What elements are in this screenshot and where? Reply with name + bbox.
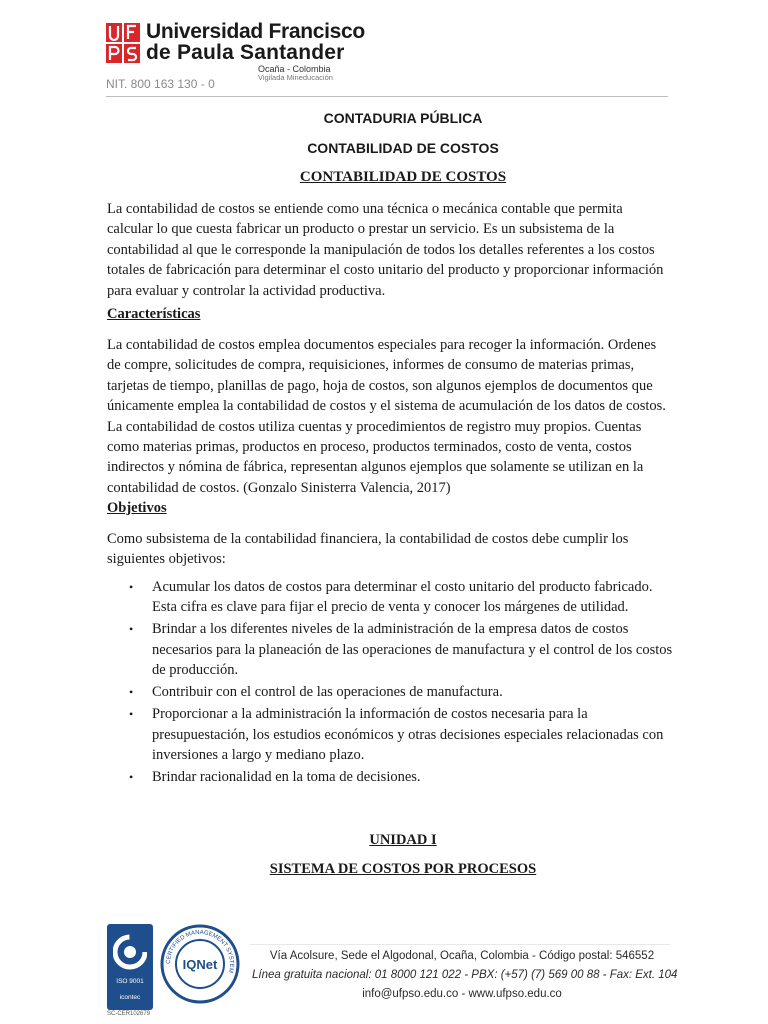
objectives-heading: Objetivos	[107, 500, 167, 516]
unit-heading: UNIDAD I	[369, 832, 437, 848]
objective-text: Contribuir con el control de las operaciones de manufactura.	[152, 684, 503, 701]
objective-text: Proporcionar a la administración la información de costos necesaria para la presupuestación, los estudios económicos y otras decisiones especiales relacionadas con inversiones a largo y mediano plazo.	[152, 706, 664, 764]
objective-text: Brindar racionalidad en la toma de decisiones.	[152, 769, 421, 786]
list-item	[107, 577, 673, 618]
characteristics-heading: Características	[107, 306, 201, 322]
certificate-code: SC-CER102679	[107, 1011, 151, 1017]
university-logo-icon	[106, 23, 140, 63]
bullet-icon: •	[129, 622, 134, 637]
icontec-swirl-icon	[113, 932, 147, 972]
iqnet-ring-text: CERTIFIED MANAGEMENT SYSTEM	[165, 929, 235, 974]
university-name-line-2: de Paula Santander	[146, 41, 345, 64]
topic-title: CONTABILIDAD DE COSTOS	[299, 169, 507, 185]
bullet-icon: •	[129, 580, 134, 594]
list-item	[107, 704, 673, 765]
objective-text: Brindar a los diferentes niveles de la administración de la empresa datos de costos necesarios para la planeación de las operaciones de manufactura y el control de los costos de producción.	[152, 621, 673, 679]
course-title: CONTABILIDAD DE COSTOS	[307, 140, 499, 156]
footer-phones: Línea gratuita nacional: 01 8000 121 022 - PBX: (+57) (7) 569 00 88 - Fax: Ext. 104	[252, 969, 678, 981]
university-city: Ocaña - Colombia	[258, 64, 331, 74]
list-item	[107, 619, 673, 680]
nit-number: NIT. 800 163 130 - 0	[106, 77, 215, 91]
iso-label: ISO 9001	[116, 978, 144, 985]
footer-address: Vía Acolsure, Sede el Algodonal, Ocaña, Colombia - Código postal: 546552	[269, 950, 655, 962]
bullet-icon: •	[129, 685, 134, 700]
icontec-label: icontec	[119, 994, 141, 1001]
university-name-line-1: Universidad Francisco	[146, 20, 365, 43]
header-divider	[106, 96, 668, 97]
footer-divider	[250, 944, 670, 945]
list-item	[107, 767, 673, 787]
objectives-intro: Como subsistema de la contabilidad financiera, la contabilidad de costos debe cumplir los siguientes objetivos:	[107, 531, 629, 568]
iqnet-label: IQNet	[182, 957, 218, 972]
footer-contact: info@ufpso.edu.co - www.ufpso.edu.co	[362, 988, 562, 1000]
list-item	[107, 682, 673, 702]
program-title: CONTADURIA PÚBLICA	[323, 110, 483, 126]
intro-paragraph: La contabilidad de costos se entiende como una técnica o mecánica contable que permita calcular lo que cuesta fabricar un producto o prestar un servicio. Es un subsistema de la contabilidad al que le corresponde la manipulación de todos los detalles referentes a los costos totales de fabricación para determinar el costo unitario del producto y proporcionar información para evaluar y controlar la actividad productiva.	[107, 201, 664, 299]
objectives-list	[107, 577, 673, 789]
page-header	[106, 20, 666, 98]
unit-title: SISTEMA DE COSTOS POR PROCESOS	[269, 861, 537, 877]
vigilada-mineducacion: Vigilada Mineducación	[258, 73, 333, 82]
characteristics-paragraph: La contabilidad de costos emplea documentos especiales para recoger la información. Ordenes de compre, solicitudes de compra, requisiciones, informes de consumo de materias primas, tarjetas de tiempo, planillas de pago, hoja de costos, son algunos ejemplos de documentos que únicamente emplea la contabilidad de costos y el sistema de acumulación de los datos de costos. La contabilidad de costos utiliza cuentas y procedimientos de registro muy propios. Cuentas como materias primas, productos en proceso, productos terminados, costo de venta, costos indirectos y nómina de fábrica, representan algunos ejemplos que solamente se utilizan en la contabilidad de costos. (Gonzalo Sinisterra Valencia, 2017)	[107, 337, 666, 496]
bullet-icon: •	[129, 770, 134, 785]
bullet-icon: •	[129, 707, 134, 722]
iqnet-badge	[160, 924, 240, 1004]
icontec-iso-badge	[107, 924, 153, 1010]
objective-text: Acumular los datos de costos para determinar el costo unitario del producto fabricado. Esta cifra es clave para fijar el precio de venta y conocer los márgenes de utilidad.	[152, 579, 653, 616]
